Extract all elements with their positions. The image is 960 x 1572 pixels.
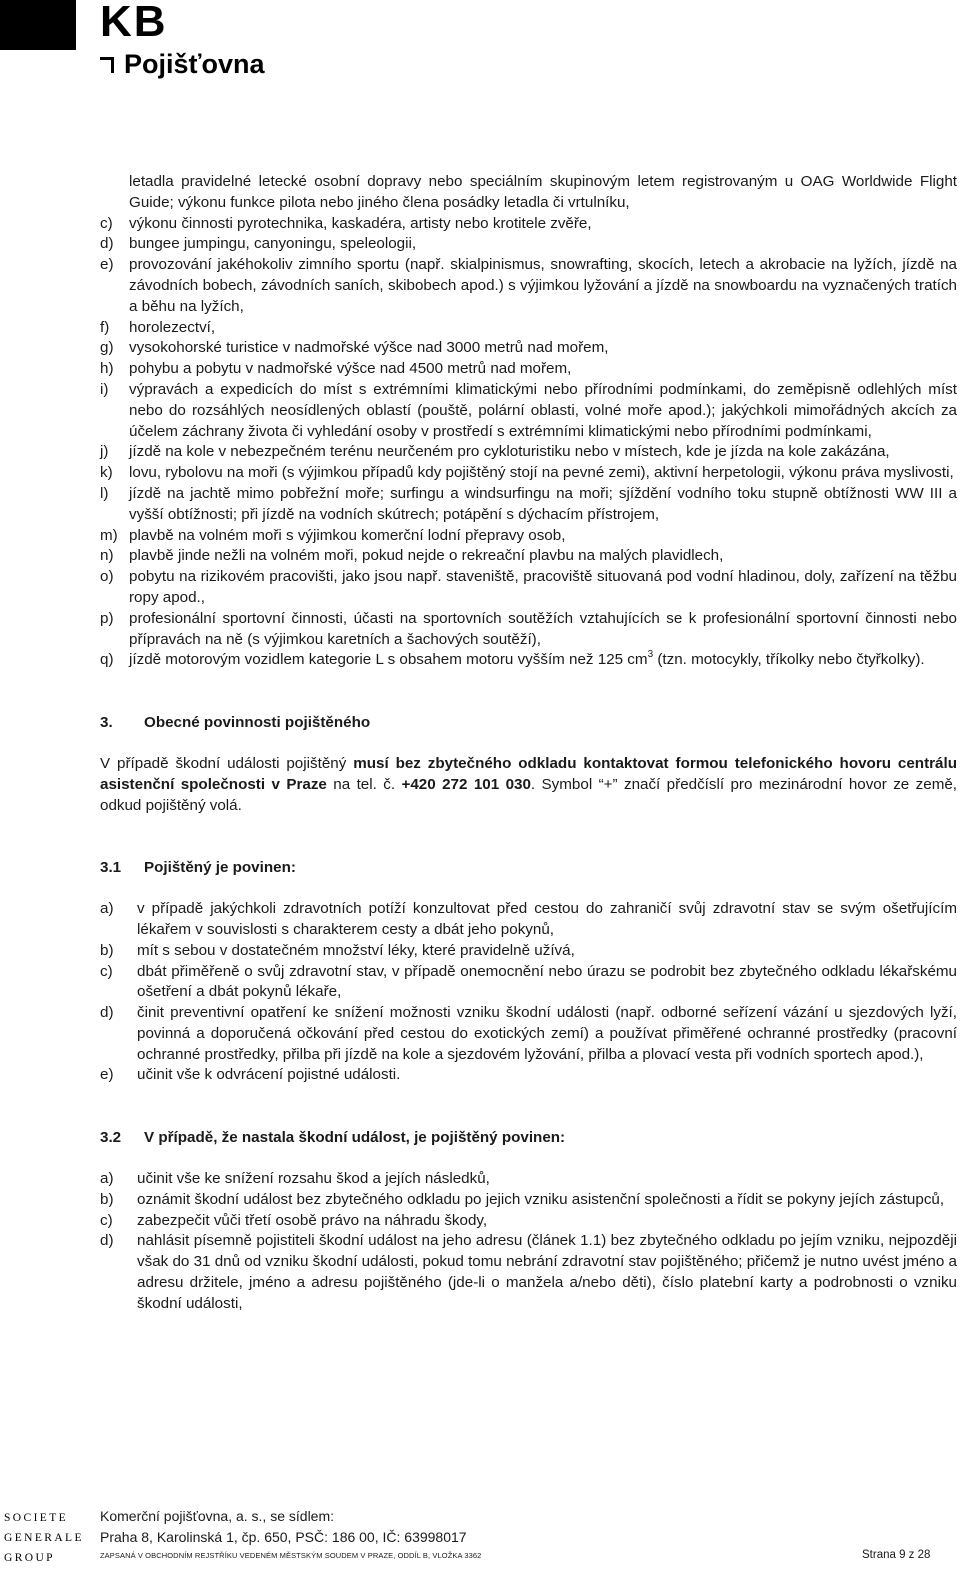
section-3-paragraph: [100, 754, 957, 816]
item-text: bungee jumpingu, canyoningu, speleologii,: [129, 235, 417, 253]
item-text: pohybu a pobytu v nadmořské výšce nad 4500 metrů nad mořem,: [129, 360, 572, 378]
item-label: g): [100, 339, 114, 357]
item-label: f): [100, 318, 110, 336]
item-label: c): [100, 214, 113, 232]
item-label: a): [100, 900, 114, 918]
item-text: oznámit škodní událost bez zbytečného odkladu po jejich vzniku asistenční společnosti a řídit se pokyny jejích zástupců,: [137, 1190, 945, 1208]
item-text: zabezpečit vůči třetí osobě právo na náhradu škody,: [137, 1211, 488, 1229]
item-label: c): [100, 1211, 113, 1229]
logo-black-square: [0, 0, 76, 50]
item-text: plavbě jinde nežli na volném moři, pokud nejde o rekreační plavbu na malých plavidlech,: [129, 547, 724, 565]
item-text: profesionální sportovní činnosti, účasti na sportovních soutěžích vztahujících se k profesionální sportovní činnosti nebo přípravách na ně (s výjimkou karetních a šachových soutěží),: [129, 609, 957, 648]
item-label: d): [100, 1232, 114, 1250]
footer-address: Praha 8, Karolinská 1, čp. 650, PSČ: 186 00, IČ: 63998017: [100, 1529, 467, 1545]
document-body: [100, 172, 957, 1315]
item-label: e): [100, 1066, 114, 1084]
list-item: [100, 1065, 957, 1086]
logo-pojistovna: [100, 48, 264, 80]
item-label: b): [100, 941, 114, 959]
list-item: [100, 463, 957, 484]
list-item: [100, 214, 957, 235]
logo-corner-icon: [100, 57, 114, 73]
footer-company-name: Komerční pojišťovna, a. s., se sídlem:: [100, 1508, 335, 1524]
footer-registry: ZAPSANÁ V OBCHODNÍM REJSTŘÍKU VEDENÉM MĚSTSKÝM SOUDEM V PRAZE, ODDÍL B, VLOŽKA 3362: [100, 1551, 482, 1560]
item-q-text-before: jízdě motorovým vozidlem kategorie L s obsahem motoru vyšším než 125 cm: [129, 651, 648, 669]
item-text: výkonu činnosti pyrotechnika, kaskadéra, artisty nebo krotitele zvěře,: [129, 214, 592, 232]
logo-line: SOCIETE: [4, 1512, 69, 1524]
list-item: [100, 484, 957, 526]
list-item: [100, 1211, 957, 1232]
list-item: [100, 546, 957, 567]
section-3-1-heading: [100, 858, 957, 879]
section-title: Pojištěný je povinen:: [144, 859, 296, 877]
list-item: [100, 941, 957, 962]
section-number: 3.2: [100, 1129, 122, 1147]
societe-generale-logo: [4, 1508, 84, 1568]
item-label: n): [100, 547, 114, 565]
item-text: jízdě na jachtě mimo pobřežní moře; surfingu a windsurfingu na moři; sjíždění vodního toku stupně obtížnosti WW III a vyšší obtížnosti; při jízdě na vodních skútrech; potápění s dýchacím přístrojem,: [129, 484, 957, 523]
list-item: [100, 962, 957, 1004]
list-item: [100, 234, 957, 255]
list-item: [100, 380, 957, 442]
item-text: učinit vše k odvrácení pojistné události.: [137, 1066, 401, 1084]
list-item: [100, 1231, 957, 1314]
item-q-superscript: 3: [647, 649, 654, 661]
item-text: [129, 650, 957, 671]
logo-kb: KB: [100, 0, 168, 46]
item-label: b): [100, 1190, 114, 1208]
para-text: . Symbol “+” značí předčíslí pro mezinárodní hovor ze země, odkud pojištěný volá.: [100, 775, 958, 814]
para-text: na tel. č.: [326, 775, 402, 793]
item-text: nahlásit písemně pojistiteli škodní událost na jeho adresu (článek 1.1) bez zbytečného odkladu po jejím vzniku, nejpozději však do 31 dnů od vzniku škodní události, pokud tomu nebrání zdravotní stav pojištěného; přičemž je nutno uvést jméno a adresu držitele, jméno a adresu pojištěného (jde-li o manžela a/nebo děti), číslo platební karty a podrobnosti o vzniku škodní události,: [137, 1232, 957, 1312]
item-label: d): [100, 235, 114, 253]
section-title: V případě, že nastala škodní událost, je pojištěný povinen:: [144, 1129, 566, 1147]
item-text: mít s sebou v dostatečném množství léky, které pravidelně užívá,: [137, 941, 575, 959]
list-item: [100, 526, 957, 547]
item-label: p): [100, 609, 114, 627]
logo-sub-text: Pojišťovna: [124, 49, 265, 79]
item-label: j): [100, 443, 109, 461]
item-text: pobytu na rizikovém pracovišti, jako jsou např. staveniště, pracoviště situovaná pod vodní hladinou, doly, zařízení na těžbu ropy apod.,: [129, 568, 957, 606]
para-text: V případě škodní události pojištěný: [100, 754, 354, 772]
list-item: [100, 1169, 957, 1190]
item-text: v případě jakýchkoli zdravotních potíží konzultovat před cestou do zahraničí svůj zdravotní stav se svým ošetřujícím lékařem v souvislosti s charakterem cesty a dbát jeho pokynů,: [137, 900, 957, 938]
list-item: [100, 899, 957, 941]
list-item: [100, 338, 957, 359]
item-label: l): [100, 484, 109, 502]
item-label: e): [100, 256, 114, 274]
item-label: o): [100, 568, 114, 586]
section-number: 3.1: [100, 859, 122, 877]
item-text: provozování jakéhokoliv zimního sportu (např. skialpinismus, snowrafting, skocích, letech a akrobacie na lyžích, jízdě na závodních bobech, závodních saních, skibobech apod.) s výjimkou lyžování a jízdě na snowboardu na vyznačených tratích a běhu na lyžích,: [129, 256, 957, 315]
footer-company: [100, 1506, 467, 1548]
list-item: [100, 1003, 957, 1065]
item-label: d): [100, 1004, 114, 1022]
list-item-continuation: letadla pravidelné letecké osobní dopravy nebo speciálním skupinovým letem registrovaným u OAG Worldwide Flight Guide; výkonu funkce pilota nebo jiného člena posádky letadla či vrtulníku,: [129, 173, 957, 211]
item-text: činit preventivní opatření ke snížení možnosti vzniku škodní události (např. odborné seřízení vázání u sjezdových lyží, povinná a doporučená očkování před cestou do exotických zemí) a používat přiměřené ochranné prostředky (pracovní ochranné prostředky, přilba při jízdě na kole a sjezdovém lyžování, přilba a plovací vesta při vodních sportech apod.),: [137, 1004, 957, 1063]
item-label: i): [100, 380, 109, 398]
list-item: [100, 442, 957, 463]
item-text: horolezectví,: [129, 318, 216, 336]
section-3-2-heading: [100, 1128, 957, 1149]
list-item: [100, 567, 957, 609]
item-text: plavbě na volném moři s výjimkou komerční lodní přepravy osob,: [129, 526, 566, 544]
item-text: výpravách a expedicích do míst s extrémními klimatickými nebo přírodními podmínkami, do zeměpisně odlehlých míst nebo do rozsáhlých neosídlených oblastí (pouště, polární oblasti, volné moře apod.); jakýchkoli mimořádných akcích za účelem záchrany života či vyhledání osoby v prostředí s extrémními klimatickými nebo přírodními podmínkami,: [129, 380, 957, 440]
para-bold: musí bez zbytečného odkladu kontaktovat formou telefonického hovoru centrálu asistenční společnosti v Praze: [100, 754, 957, 793]
item-label: q): [100, 651, 114, 669]
section-title: Obecné povinnosti pojištěného: [144, 714, 371, 732]
item-text: vysokohorské turistice v nadmořské výšce nad 3000 metrů nad mořem,: [129, 339, 609, 357]
item-label: h): [100, 360, 114, 378]
item-text: učinit vše ke snížení rozsahu škod a jejích následků,: [137, 1170, 490, 1188]
list-item: [100, 609, 957, 651]
list-item: [100, 650, 957, 671]
list-item: [100, 318, 957, 339]
section-number: 3.: [100, 714, 113, 732]
item-text: lovu, rybolovu na moři (s výjimkou případů kdy pojištěný stojí na pevné zemi), aktivní herpetologii, výkonu práva myslivosti,: [129, 464, 954, 482]
item-q-text-after: (tzn. motocykly, tříkolky nebo čtyřkolky).: [653, 651, 925, 669]
list-item: [100, 359, 957, 380]
list-item: [100, 255, 957, 317]
phone-number: +420 272 101 030: [401, 775, 531, 793]
logo-line: GROUP: [4, 1552, 55, 1564]
page-number: Strana 9 z 28: [862, 1549, 931, 1561]
item-label: c): [100, 962, 113, 980]
item-label: k): [100, 464, 113, 482]
list-item: [100, 1190, 957, 1211]
item-label: m): [100, 526, 118, 544]
logo-line: GENERALE: [4, 1532, 84, 1544]
item-text: jízdě na kole v nebezpečném terénu neurčeném pro cykloturistiku nebo v místech, kde je jízda na kole zakázána,: [129, 443, 890, 461]
section-3-heading: [100, 713, 957, 734]
item-text: dbát přiměřeně o svůj zdravotní stav, v případě onemocnění nebo úrazu se podrobit bez zbytečného odkladu lékařskému ošetření a dbát pokynů lékaře,: [137, 962, 957, 1001]
item-label: a): [100, 1170, 114, 1188]
